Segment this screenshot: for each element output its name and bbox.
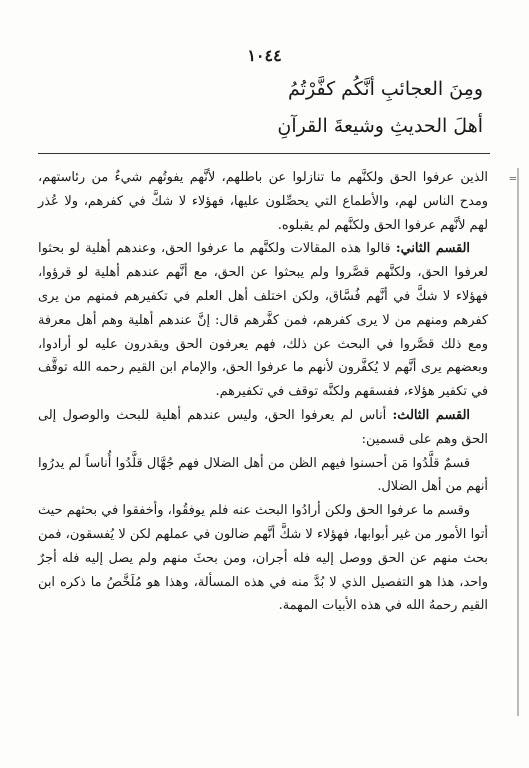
paragraph-2	[38, 237, 488, 404]
paragraph-text: الذين عرفوا الحق ولكنَّهم ما تنازلوا عن باطلهم، لأنَّهم يفوتُهم شيءٌ من رئاستهم، ومدح الناس لهم، والأطماع التي يحصِّلون عليها، فهؤلاء لا شكَّ في كفرهم، ولا عُذر لهم لأنَّهم عرفوا الحق ولكنَّهم لم يقبلوه.	[38, 170, 488, 233]
paragraph-text: قالوا هذه المقالات ولكنَّهم ما عرفوا الحق، وعندهم أهلية لو بحثوا لعرفوا الحق، ولكنَّهم قصَّروا ولم يبحثوا عن الحق، مع أنَّهم عندهم أهلية لو قرؤوا، فهؤلاء لا شكَّ في أنَّهم فُسَّاق، ولكن اختلف أهل العلم في تكفيرهم فمنهم من يرى كفرهم ومنهم من لا يرى كفرهم، فمن كفَّرهم قال: إنَّ عندهم أهلية وهم أهل معرفة ومع ذلك قصَّروا في البحث عن ذلك، فهم يعرفون الحق ويقدرون عليه لو أرادوا، وبعضهم يرى أنَّهم لا يُكفَّرون لأنهم ما عرفوا الحق، والإمام ابن القيم رحمه الله توقَّف في تكفير هؤلاء، ففسقهم ولكنَّه توقف في تكفيرهم.	[38, 241, 488, 400]
verse-line-1: ومِنَ العجائبِ أنَّكُم كفَّرْتُمُ	[288, 78, 483, 100]
page-number: ١٠٤٤	[247, 46, 282, 65]
paragraph-text: قسمٌ قلَّدُوا مَن أحسنوا فيهم الظن من أهل الضلال فهم جُهَّال قلَّدُوا أُناساً لم يدرُوا أنهم من أهل الضلال.	[38, 455, 488, 495]
section-heading-second: القسم الثاني:	[395, 241, 470, 257]
body-text	[38, 166, 488, 618]
paragraph-1	[38, 166, 488, 237]
continuation-marker-icon: =	[508, 174, 517, 185]
verse-line-2: أهلَ الحديثِ وشيعةَ القرآنِ	[277, 115, 483, 137]
paragraph-5	[38, 499, 488, 618]
header-divider	[38, 153, 490, 154]
paragraph-text: أناس لم يعرفوا الحق، وليس عندهم أهلية للبحث والوصول إلى الحق وهم على قسمين:	[38, 407, 488, 447]
paragraph-3	[38, 404, 488, 452]
paragraph-text: وقسم ما عرفوا الحق ولكن أرادُوا البحث عنه فلم يوفقُوا، وأخفقوا في بحثهم حيث أتوا الأمور من غير أبوابها، فهؤلاء لا شكَّ أنَّهم ضالون في عملهم لكن لا يُفسقون، فمن بحث منهم عن الحق ووصل إليه فله أجران، ومن بحثَ منهم ولم يصل إليه فله أجرٌ واحد، هذا هو التفصيل الذي لا بُدَّ منه في هذه المسألة، وهذا هو مُلَخَّصُ ما ذكره ابن القيم رحمهُ الله في هذه الأبيات المهمة.	[38, 503, 488, 614]
section-heading-third: القسم الثالث:	[392, 407, 470, 423]
paragraph-4	[38, 452, 488, 500]
page-edge-line	[517, 168, 519, 716]
